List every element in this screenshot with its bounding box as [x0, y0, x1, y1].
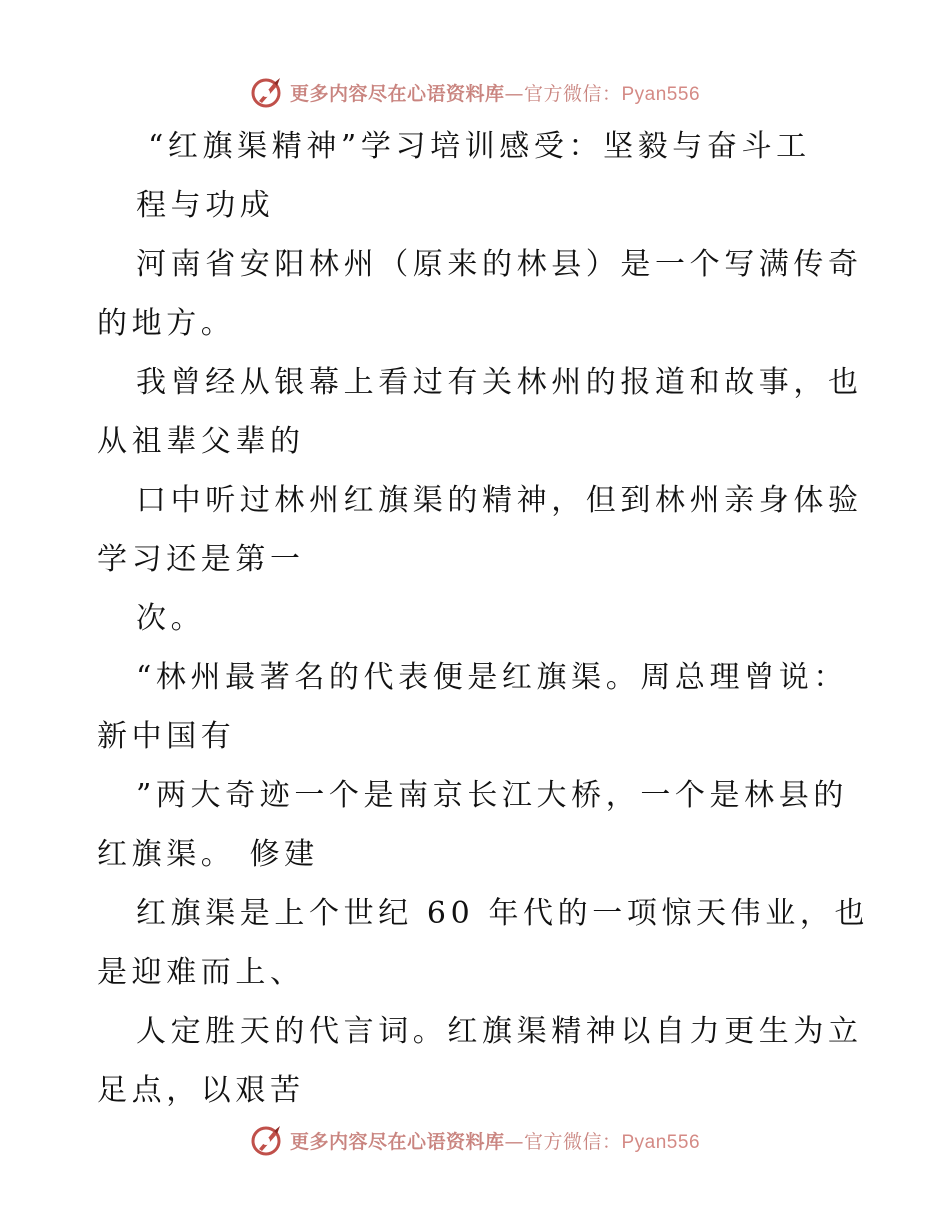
- doc-line: 从祖辈父辈的: [97, 424, 305, 459]
- doc-line: 学习还是第一: [97, 542, 305, 577]
- footer-watermark: [0, 1120, 950, 1160]
- doc-line: 是迎难而上、: [97, 955, 305, 990]
- watermark-sub-text: 官方微信：: [523, 1130, 622, 1153]
- doc-line: 我曾经从银幕上看过有关林州的报道和故事，也: [136, 365, 863, 400]
- watermark-sub-text: 官方微信：: [523, 82, 622, 105]
- doc-line: 红旗渠。 修建: [97, 837, 319, 872]
- doc-line: 河南省安阳林州（原来的林县）是一个写满传奇: [136, 247, 863, 282]
- doc-line: 的地方。: [97, 306, 236, 341]
- watermark-dash: —: [504, 1130, 524, 1153]
- doc-line: ”两大奇迹一个是南京长江大桥，一个是林县的: [136, 778, 848, 813]
- doc-line: 次。: [136, 601, 206, 636]
- watermark-dash: —: [504, 82, 524, 105]
- watermark-wechat-id: Pyan556: [621, 1131, 701, 1153]
- quill-circle-logo-icon: [250, 1123, 284, 1157]
- doc-line: 足点，以艰苦: [97, 1073, 305, 1108]
- doc-line: 红旗渠是上个世纪 60 年代的一项惊天伟业，也: [136, 896, 870, 931]
- doc-line: 口中听过林州红旗渠的精神，但到林州亲身体验: [136, 483, 863, 518]
- watermark-main-text: 更多内容尽在心语资料库: [289, 82, 505, 105]
- doc-line: “红旗渠精神”学习培训感受：坚毅与奋斗工: [148, 129, 811, 164]
- doc-line: 新中国有: [97, 719, 236, 754]
- doc-line: 人定胜天的代言词。红旗渠精神以自力更生为立: [136, 1014, 863, 1049]
- watermark-wechat-id: Pyan556: [621, 83, 701, 105]
- doc-line: “林州最著名的代表便是红旗渠。周总理曾说：: [136, 660, 848, 695]
- doc-line: 程与功成: [136, 188, 275, 223]
- watermark-main-text: 更多内容尽在心语资料库: [289, 1130, 505, 1153]
- watermark-text: [290, 1127, 700, 1154]
